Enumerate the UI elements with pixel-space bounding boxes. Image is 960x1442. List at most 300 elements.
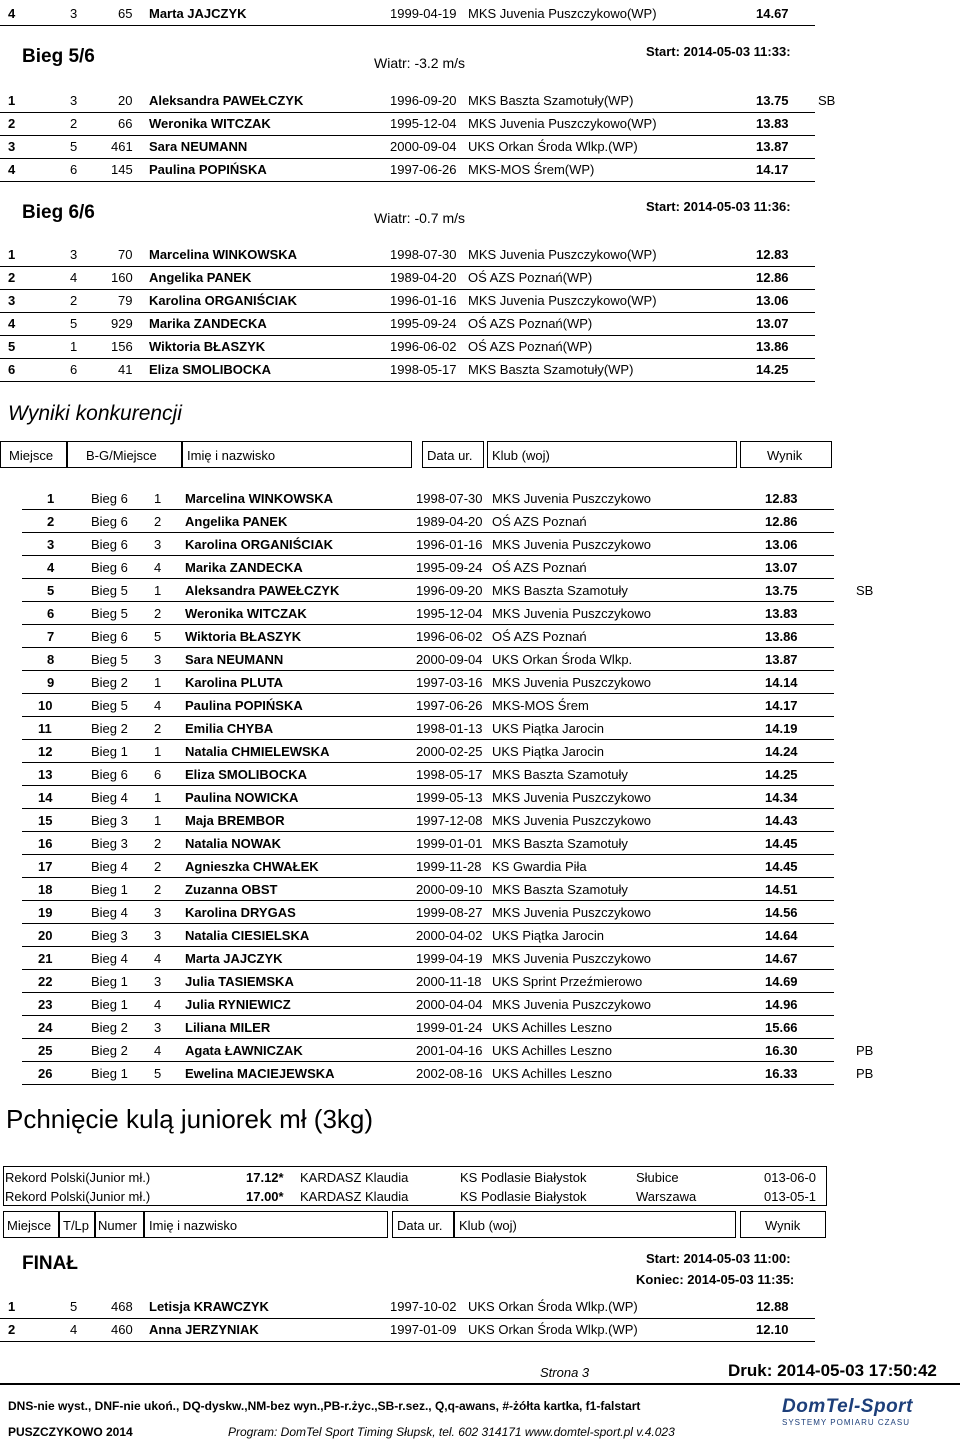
heat-place: 1 — [154, 583, 162, 598]
record-note: SB — [856, 583, 874, 598]
athlete-name: Natalia NOWAK — [185, 836, 282, 851]
athlete-name: Julia TASIEMSKA — [185, 974, 294, 989]
record-box-left — [3, 1166, 4, 1206]
birth-date: 2000-11-18 — [416, 974, 482, 989]
results-row — [0, 855, 960, 878]
results-row — [0, 878, 960, 901]
result: 15.66 — [765, 1020, 798, 1035]
heat: Bieg 5 — [91, 606, 128, 621]
bib: 79 — [118, 293, 133, 308]
place: 23 — [38, 997, 53, 1012]
club: MKS Juvenia Puszczykowo — [492, 997, 651, 1012]
lane: 4 — [70, 1322, 78, 1337]
club: MKS Juvenia Puszczykowo(WP) — [468, 247, 657, 262]
birth-date: 1997-10-02 — [390, 1299, 457, 1314]
heat-row — [0, 112, 960, 135]
results-row — [0, 694, 960, 717]
result: 12.83 — [765, 491, 798, 506]
place: 1 — [47, 491, 55, 506]
place: 2 — [8, 116, 16, 131]
athlete-name: Karolina ORGANIŚCIAK — [185, 537, 334, 552]
heat: Bieg 6 — [91, 767, 128, 782]
place: 4 — [47, 560, 55, 575]
header-dob: Data ur. — [427, 448, 473, 463]
header-club: Klub (woj) — [492, 448, 550, 463]
results-row — [0, 556, 960, 579]
club: MKS Juvenia Puszczykowo — [492, 813, 651, 828]
place: 2 — [47, 514, 55, 529]
club: MKS Juvenia Puszczykowo(WP) — [468, 6, 657, 21]
club: MKS-MOS Śrem — [492, 698, 589, 713]
header-name: Imię i nazwisko — [149, 1218, 238, 1233]
birth-date: 1998-07-30 — [390, 247, 457, 262]
athlete-name: Letisja KRAWCZYK — [149, 1299, 269, 1314]
heat-place: 1 — [154, 813, 162, 828]
record-label: Rekord Polski(Junior mł.) — [5, 1170, 151, 1185]
results-row — [0, 901, 960, 924]
record-value: 17.12* — [246, 1170, 284, 1185]
heat: Bieg 5 — [91, 652, 128, 667]
place: 3 — [8, 293, 16, 308]
place: 9 — [47, 675, 55, 690]
athlete-name: Sara NEUMANN — [185, 652, 284, 667]
club: MKS Juvenia Puszczykowo — [492, 537, 651, 552]
birth-date: 1999-11-28 — [416, 859, 482, 874]
result: 13.06 — [756, 293, 789, 308]
club: UKS Orkan Środa Wlkp.(WP) — [468, 139, 638, 154]
club: UKS Sprint Przeźmierowo — [492, 974, 643, 989]
result: 12.83 — [756, 247, 789, 262]
athlete-name: Eliza SMOLIBOCKA — [185, 767, 308, 782]
heat-place: 2 — [154, 514, 162, 529]
record-club: KS Podlasie Białystok — [460, 1170, 587, 1185]
result: 13.75 — [765, 583, 798, 598]
bib: 20 — [118, 93, 133, 108]
place: 11 — [38, 721, 52, 736]
heat-row — [0, 1295, 960, 1318]
club: OŚ AZS Poznań — [492, 514, 587, 529]
birth-date: 1999-04-19 — [416, 951, 483, 966]
program-credit: Program: DomTel Sport Timing Słupsk, tel. 602 314171 www.domtel-sport.pl v.4.023 — [228, 1425, 675, 1439]
results-row — [0, 602, 960, 625]
athlete-name: Paulina POPIŃSKA — [149, 162, 267, 177]
heat-row — [0, 135, 960, 158]
athlete-name: Sara NEUMANN — [149, 139, 248, 154]
place: 17 — [38, 859, 53, 874]
start-time: Start: 2014-05-03 11:00: — [646, 1251, 791, 1266]
club: MKS-MOS Śrem(WP) — [468, 162, 595, 177]
results-row — [0, 648, 960, 671]
heat-place: 4 — [154, 560, 162, 575]
athlete-name: Marcelina WINKOWSKA — [185, 491, 334, 506]
result: 13.83 — [756, 116, 789, 131]
athlete-name: Marta JAJCZYK — [149, 6, 247, 21]
heat: Bieg 2 — [91, 675, 128, 690]
result: 14.67 — [765, 951, 798, 966]
birth-date: 2002-08-16 — [416, 1066, 483, 1081]
lane: 5 — [70, 1299, 78, 1314]
record-value: 17.00* — [246, 1189, 284, 1204]
result: 12.88 — [756, 1299, 789, 1314]
heat: Bieg 2 — [91, 1043, 128, 1058]
heat-place: 2 — [154, 836, 162, 851]
birth-date: 1995-09-24 — [390, 316, 457, 331]
bib: 41 — [118, 362, 133, 377]
birth-date: 1996-09-20 — [390, 93, 457, 108]
logo-text: DomTel-Sport — [782, 1396, 913, 1417]
birth-date: 1999-08-27 — [416, 905, 483, 920]
result: 12.86 — [765, 514, 798, 529]
result: 16.33 — [765, 1066, 798, 1081]
birth-date: 1999-05-13 — [416, 790, 483, 805]
record-box-top — [3, 1166, 826, 1167]
record-label: Rekord Polski(Junior mł.) — [5, 1189, 151, 1204]
athlete-name: Ewelina MACIEJEWSKA — [185, 1066, 335, 1081]
place: 22 — [38, 974, 53, 989]
athlete-name: Marika ZANDECKA — [185, 560, 303, 575]
result: 13.07 — [765, 560, 798, 575]
club: MKS Juvenia Puszczykowo — [492, 905, 651, 920]
place: 8 — [47, 652, 55, 667]
lane: 3 — [70, 6, 78, 21]
heat: Bieg 1 — [91, 997, 128, 1012]
heat-row — [0, 89, 960, 112]
club: OŚ AZS Poznań — [492, 560, 587, 575]
bib: 145 — [111, 162, 133, 177]
heat-row — [0, 2, 960, 25]
result: 14.64 — [765, 928, 798, 943]
place: 5 — [47, 583, 55, 598]
results-row — [0, 533, 960, 556]
club: OŚ AZS Poznań(WP) — [468, 339, 593, 354]
athlete-name: Karolina DRYGAS — [185, 905, 296, 920]
place: 3 — [8, 139, 16, 154]
header-bib: Numer — [98, 1218, 138, 1233]
header-heat: B-G/Miejsce — [86, 448, 157, 463]
athlete-name: Agata ŁAWNICZAK — [185, 1043, 303, 1058]
results-row — [0, 970, 960, 993]
heat-place: 5 — [154, 629, 162, 644]
heat-place: 1 — [154, 790, 162, 805]
heat-place: 2 — [154, 606, 162, 621]
club: OŚ AZS Poznań(WP) — [468, 270, 593, 285]
place: 4 — [8, 162, 16, 177]
header-result: Wynik — [767, 448, 803, 463]
lane: 6 — [70, 362, 78, 377]
athlete-name: Zuzanna OBST — [185, 882, 278, 897]
place: 2 — [8, 1322, 16, 1337]
place: 20 — [38, 928, 53, 943]
club: UKS Piątka Jarocin — [492, 744, 604, 759]
club: MKS Juvenia Puszczykowo — [492, 675, 651, 690]
birth-date: 1999-04-19 — [390, 6, 457, 21]
heat-place: 3 — [154, 1020, 162, 1035]
heat-row — [0, 243, 960, 266]
athlete-name: Eliza SMOLIBOCKA — [149, 362, 272, 377]
place: 3 — [47, 537, 55, 552]
birth-date: 2000-04-04 — [416, 997, 483, 1012]
result: 14.24 — [765, 744, 798, 759]
heat: Bieg 5 — [91, 698, 128, 713]
final-title: FINAŁ — [22, 1253, 78, 1274]
club: MKS Juvenia Puszczykowo — [492, 790, 651, 805]
club: MKS Baszta Szamotuły(WP) — [468, 93, 634, 108]
abbrev-legend: DNS-nie wyst., DNF-nie ukoń., DQ-dyskw.,NM-bez wyn.,PB-r.życ.,SB-r.sez., Q,q-awans, #-żółta kartka, f1-falstart — [8, 1399, 641, 1413]
lane: 5 — [70, 316, 78, 331]
place: 7 — [47, 629, 55, 644]
result: 14.96 — [765, 997, 798, 1012]
results-row — [0, 947, 960, 970]
birth-date: 1997-01-09 — [390, 1322, 457, 1337]
record-holder: KARDASZ Klaudia — [300, 1170, 409, 1185]
heat-row — [0, 312, 960, 335]
results-row — [0, 809, 960, 832]
heat-place: 1 — [154, 491, 162, 506]
record-date: 013-06-0 — [764, 1170, 817, 1185]
club: OŚ AZS Poznań(WP) — [468, 316, 593, 331]
place: 24 — [38, 1020, 53, 1035]
club: MKS Baszta Szamotuły(WP) — [468, 362, 634, 377]
athlete-name: Angelika PANEK — [149, 270, 252, 285]
row-divider — [0, 181, 815, 182]
club: MKS Baszta Szamotuły — [492, 882, 628, 897]
birth-date: 1997-06-26 — [390, 162, 457, 177]
heat: Bieg 3 — [91, 813, 128, 828]
heat: Bieg 4 — [91, 790, 128, 805]
athlete-name: Julia RYNIEWICZ — [185, 997, 291, 1012]
birth-date: 1996-09-20 — [416, 583, 483, 598]
results-row — [0, 740, 960, 763]
result: 14.25 — [756, 362, 789, 377]
lane: 3 — [70, 247, 78, 262]
lane: 6 — [70, 162, 78, 177]
athlete-name: Wiktoria BŁASZYK — [185, 629, 302, 644]
birth-date: 1998-05-17 — [390, 362, 457, 377]
wind-info: Wiatr: -0.7 m/s — [374, 210, 466, 226]
birth-date: 2000-09-04 — [390, 139, 457, 154]
heat: Bieg 1 — [91, 744, 128, 759]
result: 13.06 — [765, 537, 798, 552]
result: 14.45 — [765, 859, 798, 874]
heat-place: 2 — [154, 882, 162, 897]
athlete-name: Angelika PANEK — [185, 514, 288, 529]
heat-place: 3 — [154, 974, 162, 989]
birth-date: 1999-01-24 — [416, 1020, 483, 1035]
birth-date: 2000-09-04 — [416, 652, 483, 667]
result: 14.51 — [765, 882, 798, 897]
result: 13.87 — [756, 139, 789, 154]
wind-info: Wiatr: -3.2 m/s — [374, 55, 466, 71]
place: 14 — [38, 790, 53, 805]
row-divider — [22, 1084, 834, 1085]
event-title: Pchnięcie kulą juniorek mł (3kg) — [6, 1104, 374, 1134]
place: 1 — [8, 93, 16, 108]
result: 14.25 — [765, 767, 798, 782]
result: 14.43 — [765, 813, 798, 828]
place: 12 — [38, 744, 53, 759]
heat-row — [0, 289, 960, 312]
birth-date: 1997-12-08 — [416, 813, 483, 828]
result: 13.86 — [765, 629, 798, 644]
heat-title: Bieg 5/6 — [22, 46, 95, 67]
results-row — [0, 625, 960, 648]
place: 16 — [38, 836, 53, 851]
record-place: Słubice — [636, 1170, 679, 1185]
birth-date: 1989-04-20 — [390, 270, 457, 285]
heat-title: Bieg 6/6 — [22, 202, 95, 223]
heat-place: 1 — [154, 675, 162, 690]
start-time: Start: 2014-05-03 11:33: — [646, 44, 791, 59]
heat: Bieg 1 — [91, 1066, 128, 1081]
header-place: Miejsce — [9, 448, 54, 463]
place: 1 — [8, 1299, 16, 1314]
place: 26 — [38, 1066, 53, 1081]
bib: 70 — [118, 247, 133, 262]
lane: 2 — [70, 116, 78, 131]
results-row — [0, 1062, 960, 1085]
record-note: PB — [856, 1066, 874, 1081]
results-row — [0, 671, 960, 694]
results-row — [0, 579, 960, 602]
athlete-name: Weronika WITCZAK — [149, 116, 271, 131]
lane: 3 — [70, 93, 78, 108]
heat: Bieg 2 — [91, 721, 128, 736]
bib: 929 — [111, 316, 133, 331]
club: UKS Achilles Leszno — [492, 1043, 612, 1058]
result: 14.19 — [765, 721, 798, 736]
heat: Bieg 1 — [91, 882, 128, 897]
heat: Bieg 1 — [91, 974, 128, 989]
athlete-name: Maja BREMBOR — [185, 813, 285, 828]
club: MKS Juvenia Puszczykowo(WP) — [468, 116, 657, 131]
birth-date: 2000-04-02 — [416, 928, 483, 943]
lane: 4 — [70, 270, 78, 285]
result: 13.83 — [765, 606, 798, 621]
heat-place: 4 — [154, 1043, 162, 1058]
heat-place: 3 — [154, 905, 162, 920]
birth-date: 1996-01-16 — [416, 537, 483, 552]
athlete-name: Karolina ORGANIŚCIAK — [149, 293, 298, 308]
birth-date: 1998-07-30 — [416, 491, 483, 506]
birth-date: 2000-09-10 — [416, 882, 483, 897]
birth-date: 1989-04-20 — [416, 514, 483, 529]
heat: Bieg 4 — [91, 859, 128, 874]
heat-row — [0, 1318, 960, 1341]
results-row — [0, 487, 960, 510]
results-row — [0, 786, 960, 809]
birth-date: 1996-06-02 — [390, 339, 457, 354]
club: MKS Baszta Szamotuły — [492, 767, 628, 782]
club: KS Gwardia Piła — [492, 859, 587, 874]
domtel-logo — [782, 1396, 952, 1427]
print-timestamp: Druk: 2014-05-03 17:50:42 — [728, 1361, 937, 1380]
page-number: Strona 3 — [540, 1365, 590, 1380]
result: 14.45 — [765, 836, 798, 851]
header-dob: Data ur. — [397, 1218, 443, 1233]
header-club: Klub (woj) — [459, 1218, 517, 1233]
bib: 156 — [111, 339, 133, 354]
club: MKS Baszta Szamotuły — [492, 836, 628, 851]
place: 18 — [38, 882, 53, 897]
lane: 5 — [70, 139, 78, 154]
event-city: PUSZCZYKOWO 2014 — [8, 1425, 133, 1439]
record-holder: KARDASZ Klaudia — [300, 1189, 409, 1204]
club: UKS Piątka Jarocin — [492, 928, 604, 943]
birth-date: 1998-01-13 — [416, 721, 483, 736]
heat: Bieg 6 — [91, 629, 128, 644]
birth-date: 2001-04-16 — [416, 1043, 483, 1058]
athlete-name: Liliana MILER — [185, 1020, 271, 1035]
place: 21 — [38, 951, 53, 966]
result: 13.87 — [765, 652, 798, 667]
logo-subtitle: SYSTEMY POMIARU CZASU — [782, 1418, 910, 1427]
birth-date: 1997-06-26 — [416, 698, 483, 713]
heat-row — [0, 266, 960, 289]
athlete-name: Paulina POPIŃSKA — [185, 698, 303, 713]
result: 14.17 — [765, 698, 798, 713]
club: MKS Juvenia Puszczykowo — [492, 491, 651, 506]
result: 14.14 — [765, 675, 798, 690]
club: UKS Achilles Leszno — [492, 1020, 612, 1035]
heat-place: 4 — [154, 698, 162, 713]
record-note: SB — [818, 93, 836, 108]
heat-place: 3 — [154, 928, 162, 943]
result: 12.86 — [756, 270, 789, 285]
heat-place: 5 — [154, 1066, 162, 1081]
club: UKS Orkan Środa Wlkp. — [492, 652, 633, 667]
results-row — [0, 717, 960, 740]
heat-row — [0, 358, 960, 381]
heat: Bieg 6 — [91, 537, 128, 552]
club: MKS Baszta Szamotuły — [492, 583, 628, 598]
athlete-name: Wiktoria BŁASZYK — [149, 339, 266, 354]
athlete-name: Marcelina WINKOWSKA — [149, 247, 298, 262]
heat: Bieg 6 — [91, 491, 128, 506]
place: 4 — [8, 316, 16, 331]
results-row — [0, 510, 960, 533]
heat: Bieg 2 — [91, 1020, 128, 1035]
heat-place: 3 — [154, 537, 162, 552]
results-row — [0, 1016, 960, 1039]
club: UKS Orkan Środa Wlkp.(WP) — [468, 1299, 638, 1314]
footer-divider — [0, 1383, 960, 1385]
result: 16.30 — [765, 1043, 798, 1058]
bib: 160 — [111, 270, 133, 285]
bib: 468 — [111, 1299, 133, 1314]
athlete-name: Aleksandra PAWEŁCZYK — [185, 583, 340, 598]
birth-date: 1999-01-01 — [416, 836, 483, 851]
birth-date: 1996-06-02 — [416, 629, 483, 644]
birth-date: 1995-12-04 — [416, 606, 483, 621]
bib: 66 — [118, 116, 133, 131]
results-row — [0, 1039, 960, 1062]
athlete-name: Anna JERZYNIAK — [149, 1322, 259, 1337]
club: MKS Juvenia Puszczykowo(WP) — [468, 293, 657, 308]
result: 14.17 — [756, 162, 789, 177]
place: 1 — [8, 247, 16, 262]
birth-date: 1995-12-04 — [390, 116, 457, 131]
bib: 460 — [111, 1322, 133, 1337]
athlete-name: Marika ZANDECKA — [149, 316, 267, 331]
section-title: Wyniki konkurencji — [8, 402, 182, 425]
header-place: Miejsce — [7, 1218, 52, 1233]
club: MKS Juvenia Puszczykowo — [492, 951, 651, 966]
heat-place: 4 — [154, 997, 162, 1012]
place: 13 — [38, 767, 53, 782]
club: OŚ AZS Poznań — [492, 629, 587, 644]
header-result: Wynik — [765, 1218, 801, 1233]
heat-place: 2 — [154, 859, 162, 874]
